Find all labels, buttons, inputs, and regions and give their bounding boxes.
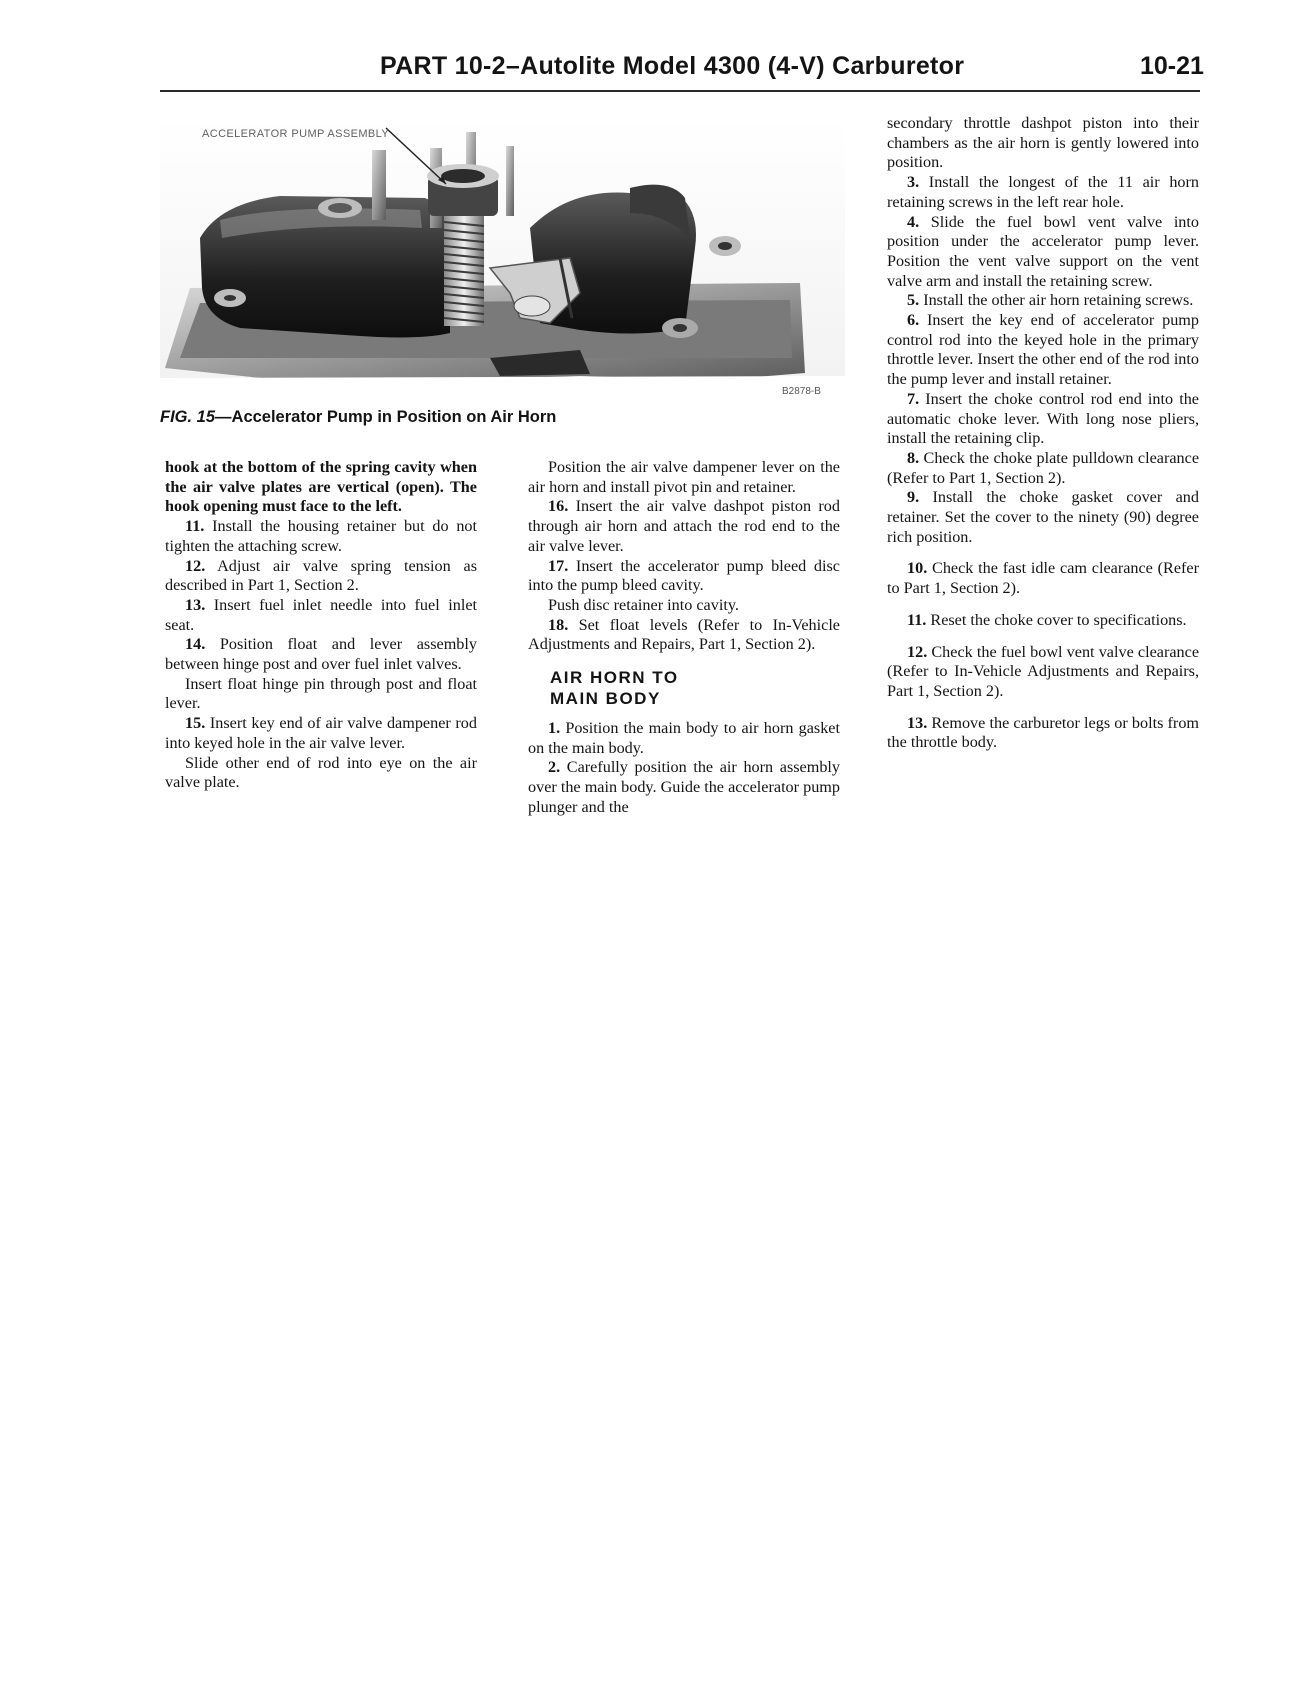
step-text: Insert the choke control rod end into the automatic choke lever. With long nose pliers, install the retaining clip. (887, 389, 1199, 448)
paragraph (165, 557, 477, 596)
step-text: Carefully position the air horn assembly over the main body. Guide the accelerator pump plunger and the (528, 758, 840, 816)
step-number: 15. (185, 714, 206, 733)
paragraph (887, 291, 1199, 311)
step-number: 16. (548, 497, 569, 516)
step-text: Install the longest of the 11 air horn retaining screws in the left rear hole. (887, 173, 1199, 211)
paragraph (887, 213, 1199, 292)
section-heading-line: AIR HORN TO (550, 668, 679, 688)
pump-spring (444, 216, 484, 326)
step-text: Insert key end of air valve dampener rod into keyed hole in the air valve lever. (165, 714, 477, 752)
step-number: 7. (907, 389, 920, 408)
page-number: 10-21 (1140, 52, 1204, 80)
paragraph (528, 497, 840, 556)
figure-callout-label: ACCELERATOR PUMP ASSEMBLY (202, 128, 390, 140)
paragraph (528, 557, 840, 596)
paragraph (887, 559, 1199, 598)
paragraph: Insert float hinge pin through post and float lever. (165, 674, 477, 713)
step-text: Set float levels (Refer to In-Vehicle Adjustments and Repairs, Part 1, Section 2). (528, 615, 840, 654)
paragraph (887, 488, 1199, 547)
step-text: Check the choke plate pulldown clearance (Refer to Part 1, Section 2). (887, 448, 1199, 487)
step-number: 10. (907, 559, 928, 578)
step-text: Reset the choke cover to specifications. (926, 610, 1187, 629)
step-text: Position float and lever assembly between hinge post and over fuel inlet valves. (165, 635, 477, 674)
paragraph (887, 311, 1199, 390)
step-number: 6. (907, 311, 920, 330)
step-text: Slide the fuel bowl vent valve into position under the accelerator pump lever. Position the vent valve support on the vent valve arm and install the retaining screw. (887, 212, 1199, 290)
step-text: Position the main body to air horn gasket on the main body. (528, 719, 840, 757)
step-number: 5. (907, 291, 920, 310)
step-number: 2. (548, 758, 561, 777)
paragraph (887, 643, 1199, 702)
paragraph (528, 616, 840, 655)
paragraph: hook at the bottom of the spring cavity when the air valve plates are vertical (open). The hook opening must face to the left. (165, 458, 477, 516)
step-text: Check the fast idle cam clearance (Refer to Part 1, Section 2). (887, 559, 1199, 598)
step-number: 9. (907, 488, 920, 507)
paragraph (165, 714, 477, 753)
step-text: Check the fuel bowl vent valve clearance (Refer to In-Vehicle Adjustments and Repairs, Part 1, Section 2). (887, 642, 1199, 700)
figure-caption-text: —Accelerator Pump in Position on Air Horn (215, 408, 557, 426)
step-text: Remove the carburetor legs or bolts from the throttle body. (887, 713, 1199, 752)
section-heading (550, 667, 840, 709)
paragraph (165, 517, 477, 556)
step-text: Insert the key end of accelerator pump control rod into the keyed hole in the primary throttle lever. Insert the other end of the rod into the pump lever and install retainer. (887, 311, 1199, 389)
page-header-title: PART 10-2–Autolite Model 4300 (4-V) Carburetor (380, 52, 965, 80)
paragraph: Push disc retainer into cavity. (548, 595, 739, 614)
step-number: 12. (907, 642, 928, 661)
paragraph (887, 173, 1199, 212)
step-text: Insert the air valve dashpot piston rod through air horn and attach the rod end to the air valve lever. (528, 497, 840, 555)
step-number: 12. (185, 556, 206, 575)
paragraph: secondary throttle dashpot piston into their chambers as the air horn is gently lowered into position. (887, 114, 1199, 172)
step-number: 3. (907, 173, 920, 192)
text-column-1 (165, 458, 477, 793)
step-text: Insert the accelerator pump bleed disc into the pump bleed cavity. (528, 556, 840, 595)
step-number: 1. (548, 719, 561, 738)
paragraph (528, 758, 840, 817)
text-column-2 (528, 458, 840, 818)
step-number: 14. (185, 635, 206, 654)
paragraph: Slide other end of rod into eye on the air valve plate. (165, 753, 477, 792)
paragraph (528, 719, 840, 758)
paragraph: Position the air valve dampener lever on the air horn and install pivot pin and retainer. (528, 458, 840, 496)
text-column-3 (887, 114, 1199, 753)
step-text: Install the choke gasket cover and retainer. Set the cover to the ninety (90) degree rich position. (887, 488, 1199, 546)
figure-image-id: B2878-B (782, 386, 821, 397)
step-number: 4. (907, 212, 920, 231)
step-number: 17. (548, 556, 569, 575)
carburetor-photo-illustration (160, 118, 845, 402)
paragraph (887, 390, 1199, 449)
paragraph (887, 611, 1199, 631)
step-text: Install the housing retainer but do not tighten the attaching screw. (165, 517, 477, 555)
step-number: 13. (185, 595, 206, 614)
figure-caption-number: FIG. 15 (160, 408, 216, 426)
paragraph (887, 449, 1199, 488)
step-text: Install the other air horn retaining screws. (919, 291, 1194, 310)
paragraph (887, 714, 1199, 753)
step-number: 8. (907, 448, 920, 467)
section-heading-line: MAIN BODY (550, 689, 661, 709)
step-text: Adjust air valve spring tension as described in Part 1, Section 2. (165, 556, 477, 595)
step-number: 11. (185, 517, 205, 536)
step-number: 13. (907, 713, 928, 732)
step-text: Insert fuel inlet needle into fuel inlet seat. (165, 595, 477, 634)
step-number: 18. (548, 615, 569, 634)
header-rule (160, 90, 1200, 92)
figure-photo (160, 118, 845, 402)
step-number: 11. (907, 610, 927, 629)
figure-caption (160, 408, 556, 427)
paragraph (165, 596, 477, 635)
paragraph (165, 635, 477, 674)
